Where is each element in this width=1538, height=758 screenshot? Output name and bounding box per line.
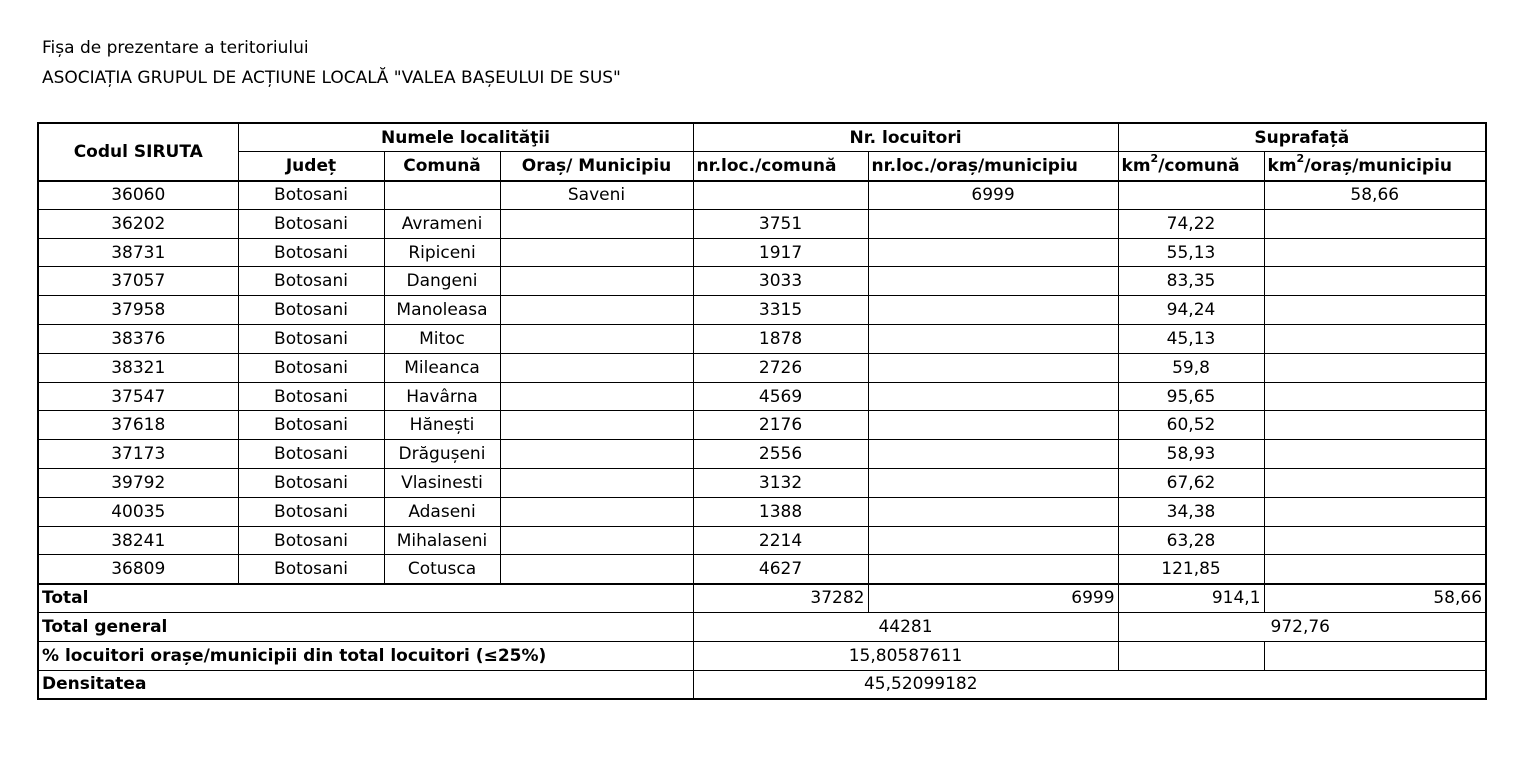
cell-loc-comuna: 3132 — [693, 469, 868, 498]
cell-km-oras — [1264, 238, 1486, 267]
cell-km-comuna: 83,35 — [1118, 267, 1264, 296]
header-km-oras: $km^2/oraș$/municipiu — [1264, 152, 1486, 181]
header-row-1 — [38, 123, 1486, 152]
cell-oras — [500, 526, 693, 555]
cell-km-comuna: 63,28 — [1118, 526, 1264, 555]
total-general-km: 972,76 — [1118, 613, 1486, 642]
cell-judet: Botosani — [238, 296, 384, 325]
table-row — [38, 296, 1486, 325]
header-nr-locuitori: Nr. locuitori — [693, 123, 1118, 152]
table-row — [38, 411, 1486, 440]
cell-loc-oras — [868, 382, 1118, 411]
header-oras: Oraș/ Municipiu — [500, 152, 693, 181]
table-row — [38, 526, 1486, 555]
total-general-row — [38, 613, 1486, 642]
cell-judet: Botosani — [238, 382, 384, 411]
cell-oras: Saveni — [500, 181, 693, 210]
cell-km-oras — [1264, 469, 1486, 498]
cell-km-oras — [1264, 526, 1486, 555]
total-km-oras: 58,66 — [1264, 584, 1486, 613]
cell-km-oras — [1264, 267, 1486, 296]
header-nrloc-oras: nr.loc./oraș/municipiu — [868, 152, 1118, 181]
cell-loc-comuna: 4569 — [693, 382, 868, 411]
cell-km-comuna: 121,85 — [1118, 555, 1264, 584]
cell-loc-oras — [868, 325, 1118, 354]
cell-km-oras — [1264, 382, 1486, 411]
header-comuna: Comună — [384, 152, 500, 181]
header-siruta: Codul SIRUTA — [38, 123, 238, 181]
cell-siruta: 38321 — [38, 353, 238, 382]
total-loc-oras: 6999 — [868, 584, 1118, 613]
cell-siruta: 37618 — [38, 411, 238, 440]
density-value: 45,52099182 — [693, 670, 1486, 699]
cell-km-oras — [1264, 353, 1486, 382]
total-row — [38, 584, 1486, 613]
cell-judet: Botosani — [238, 325, 384, 354]
pct-empty-2 — [1264, 641, 1486, 670]
cell-oras — [500, 382, 693, 411]
cell-comuna: Avrameni — [384, 209, 500, 238]
cell-loc-oras — [868, 469, 1118, 498]
cell-siruta: 39792 — [38, 469, 238, 498]
cell-comuna: Drăgușeni — [384, 440, 500, 469]
cell-comuna: Mihalaseni — [384, 526, 500, 555]
cell-km-oras — [1264, 411, 1486, 440]
cell-loc-comuna: 4627 — [693, 555, 868, 584]
cell-loc-oras — [868, 526, 1118, 555]
document-subtitle: ASOCIAȚIA GRUPUL DE ACȚIUNE LOCALĂ "VALEA BAȘEULUI DE SUS" — [42, 68, 621, 88]
cell-comuna: Havârna — [384, 382, 500, 411]
cell-km-oras — [1264, 325, 1486, 354]
cell-loc-oras — [868, 555, 1118, 584]
cell-km-oras — [1264, 497, 1486, 526]
pct-row — [38, 641, 1486, 670]
cell-km-oras: 58,66 — [1264, 181, 1486, 210]
table-row — [38, 238, 1486, 267]
cell-comuna: Adaseni — [384, 497, 500, 526]
pct-empty-1 — [1118, 641, 1264, 670]
cell-judet: Botosani — [238, 181, 384, 210]
cell-comuna: Cotusca — [384, 555, 500, 584]
cell-km-comuna: 58,93 — [1118, 440, 1264, 469]
cell-judet: Botosani — [238, 555, 384, 584]
cell-siruta: 38731 — [38, 238, 238, 267]
cell-comuna: Mileanca — [384, 353, 500, 382]
total-label: Total — [38, 584, 693, 613]
cell-oras — [500, 497, 693, 526]
cell-km-comuna: 67,62 — [1118, 469, 1264, 498]
table-row — [38, 209, 1486, 238]
cell-loc-oras — [868, 497, 1118, 526]
cell-oras — [500, 555, 693, 584]
document-title: Fișa de prezentare a teritoriului — [42, 38, 309, 58]
table-row — [38, 181, 1486, 210]
header-suprafata: Suprafață — [1118, 123, 1486, 152]
cell-loc-oras — [868, 267, 1118, 296]
total-km-comuna: 914,1 — [1118, 584, 1264, 613]
cell-judet: Botosani — [238, 238, 384, 267]
cell-comuna: Vlasinesti — [384, 469, 500, 498]
cell-oras — [500, 440, 693, 469]
cell-comuna — [384, 181, 500, 210]
cell-loc-oras — [868, 238, 1118, 267]
cell-km-comuna: 60,52 — [1118, 411, 1264, 440]
cell-judet: Botosani — [238, 209, 384, 238]
cell-siruta: 38241 — [38, 526, 238, 555]
cell-km-comuna: 34,38 — [1118, 497, 1264, 526]
table-row — [38, 353, 1486, 382]
cell-oras — [500, 411, 693, 440]
table-row — [38, 469, 1486, 498]
cell-loc-comuna: 2726 — [693, 353, 868, 382]
total-loc-comuna: 37282 — [693, 584, 868, 613]
cell-loc-oras: 6999 — [868, 181, 1118, 210]
density-row — [38, 670, 1486, 699]
territory-table — [37, 122, 1487, 700]
cell-loc-oras — [868, 296, 1118, 325]
table-row — [38, 267, 1486, 296]
cell-loc-comuna: 3751 — [693, 209, 868, 238]
header-numele: Numele localităţii — [238, 123, 693, 152]
cell-siruta: 36809 — [38, 555, 238, 584]
cell-comuna: Dangeni — [384, 267, 500, 296]
cell-loc-comuna: 1917 — [693, 238, 868, 267]
cell-km-oras — [1264, 555, 1486, 584]
cell-loc-oras — [868, 440, 1118, 469]
cell-comuna: Manoleasa — [384, 296, 500, 325]
cell-judet: Botosani — [238, 411, 384, 440]
cell-oras — [500, 238, 693, 267]
cell-judet: Botosani — [238, 353, 384, 382]
pct-value: 15,80587611 — [693, 641, 1118, 670]
total-general-loc: 44281 — [693, 613, 1118, 642]
cell-km-comuna: 45,13 — [1118, 325, 1264, 354]
header-nrloc-comuna: nr.loc./comună — [693, 152, 868, 181]
cell-judet: Botosani — [238, 526, 384, 555]
cell-loc-comuna: 2176 — [693, 411, 868, 440]
cell-km-comuna: 59,8 — [1118, 353, 1264, 382]
cell-oras — [500, 469, 693, 498]
cell-siruta: 36060 — [38, 181, 238, 210]
cell-siruta: 37547 — [38, 382, 238, 411]
cell-comuna: Hănești — [384, 411, 500, 440]
cell-siruta: 38376 — [38, 325, 238, 354]
cell-oras — [500, 325, 693, 354]
header-judet: Județ — [238, 152, 384, 181]
cell-km-comuna: 95,65 — [1118, 382, 1264, 411]
table-row — [38, 555, 1486, 584]
total-general-label: Total general — [38, 613, 693, 642]
cell-loc-comuna: 3033 — [693, 267, 868, 296]
header-row-2 — [38, 152, 1486, 181]
cell-loc-comuna: 2214 — [693, 526, 868, 555]
table-row — [38, 497, 1486, 526]
cell-judet: Botosani — [238, 440, 384, 469]
cell-oras — [500, 209, 693, 238]
density-label: Densitatea — [38, 670, 693, 699]
cell-loc-comuna — [693, 181, 868, 210]
cell-loc-comuna: 1388 — [693, 497, 868, 526]
cell-loc-oras — [868, 353, 1118, 382]
cell-siruta: 37173 — [38, 440, 238, 469]
cell-oras — [500, 296, 693, 325]
cell-comuna: Ripiceni — [384, 238, 500, 267]
cell-km-comuna: 74,22 — [1118, 209, 1264, 238]
cell-loc-comuna: 2556 — [693, 440, 868, 469]
cell-judet: Botosani — [238, 267, 384, 296]
cell-siruta: 37958 — [38, 296, 238, 325]
cell-loc-comuna: 3315 — [693, 296, 868, 325]
table-row — [38, 382, 1486, 411]
cell-loc-oras — [868, 411, 1118, 440]
cell-oras — [500, 353, 693, 382]
cell-km-oras — [1264, 440, 1486, 469]
cell-km-comuna: 94,24 — [1118, 296, 1264, 325]
cell-siruta: 37057 — [38, 267, 238, 296]
cell-km-oras — [1264, 209, 1486, 238]
cell-loc-comuna: 1878 — [693, 325, 868, 354]
cell-comuna: Mitoc — [384, 325, 500, 354]
cell-siruta: 40035 — [38, 497, 238, 526]
cell-oras — [500, 267, 693, 296]
pct-label: % locuitori orașe/municipii din total locuitori (≤25%) — [38, 641, 693, 670]
table-row — [38, 325, 1486, 354]
table-row — [38, 440, 1486, 469]
cell-km-comuna — [1118, 181, 1264, 210]
cell-judet: Botosani — [238, 469, 384, 498]
cell-judet: Botosani — [238, 497, 384, 526]
cell-loc-oras — [868, 209, 1118, 238]
cell-km-comuna: 55,13 — [1118, 238, 1264, 267]
cell-km-oras — [1264, 296, 1486, 325]
header-km-comuna: $km^2$/comună — [1118, 152, 1264, 181]
cell-siruta: 36202 — [38, 209, 238, 238]
